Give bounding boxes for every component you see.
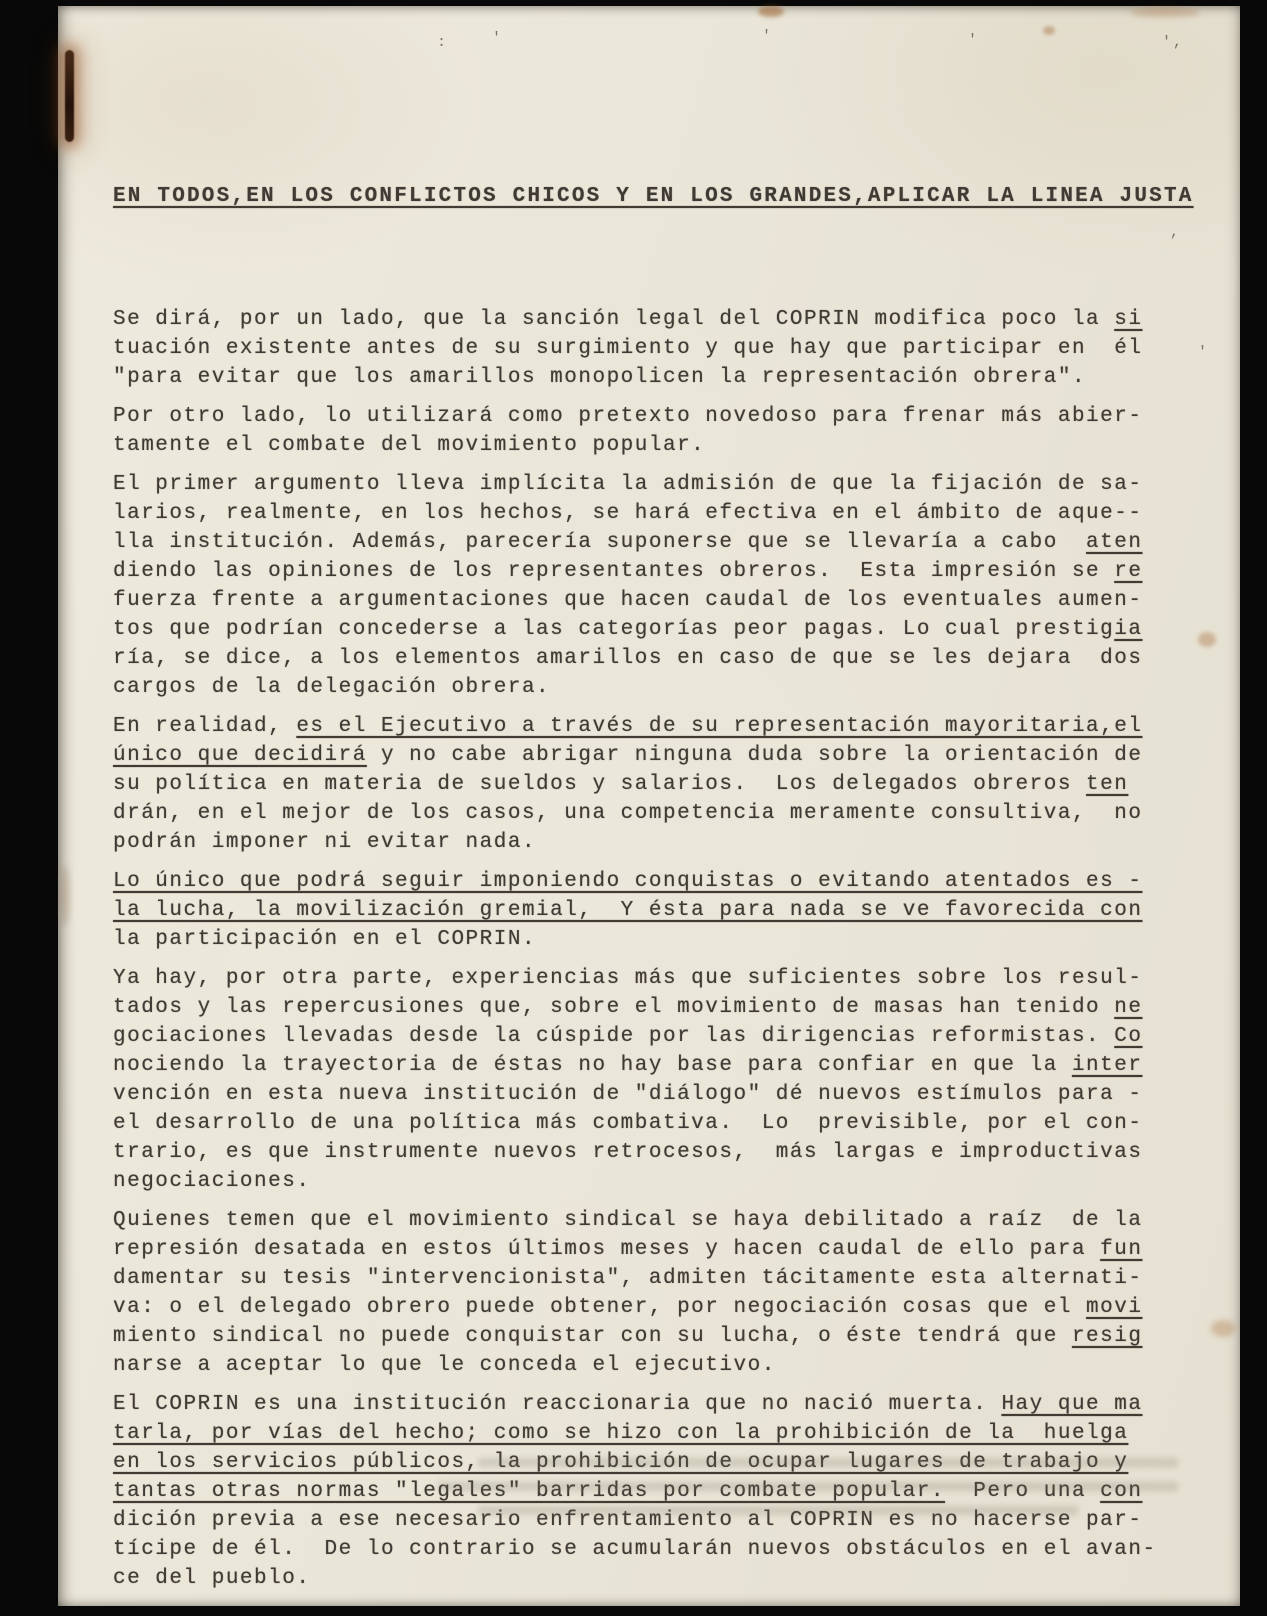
underlined-text: fun (1100, 1238, 1143, 1261)
rust-stain (758, 6, 784, 17)
text-run: tuación existente antes de su surgimiento y que hay que participar en él (113, 337, 1143, 360)
ink-speck: ' (492, 30, 504, 47)
text-line (113, 1293, 1163, 1322)
text-line (113, 499, 1163, 528)
underlined-text: inter (1071, 1054, 1143, 1077)
text-line (113, 1535, 1163, 1564)
text-line (113, 896, 1163, 925)
text-run: ría, se dice, a los elementos amarillos en caso de que se les dejara dos (113, 647, 1143, 670)
text-line (113, 1390, 1163, 1419)
paper-page (58, 6, 1240, 1606)
paragraph-container (113, 305, 1163, 1593)
ink-speck: ' (762, 28, 774, 45)
underlined-text: Co (1114, 1025, 1143, 1048)
paragraph (113, 964, 1163, 1196)
text-line (113, 470, 1163, 499)
text-run: damentar su tesis "intervencionista", admiten tácitamente esta alternati- (113, 1267, 1143, 1290)
underlined-text: la lucha, la movilización gremial, Y ésta para nada se ve favorecida con (113, 899, 1143, 922)
text-run: Por otro lado, lo utilizará como pretexto novedoso para frenar más abier- (113, 405, 1143, 428)
ink-speck: ' (1198, 344, 1210, 361)
staple-rust-stain (65, 50, 74, 142)
text-line (113, 1419, 1163, 1448)
underlined-text: con (1100, 1480, 1143, 1503)
text-run: tamente el combate del movimiento popular. (113, 434, 706, 457)
text-run: el desarrollo de una política más combativa. Lo previsible, por el con- (113, 1112, 1143, 1135)
title-text: EN TODOS,EN LOS CONFLICTOS CHICOS Y EN LOS GRANDES,APLICAR LA LINEA JUSTA (113, 185, 1194, 208)
underlined-text: re (1114, 560, 1143, 583)
text-run: fuerza frente a argumentaciones que hacen caudal de los eventuales aumen- (113, 589, 1143, 612)
paragraph (113, 712, 1163, 857)
text-line (113, 1109, 1163, 1138)
text-run: drán, en el mejor de los casos, una competencia meramente consultiva, no (113, 802, 1143, 825)
ink-speck: : (437, 34, 449, 51)
text-run: nociendo la trayectoria de éstas no hay base para confiar en que la (113, 1054, 1072, 1077)
underlined-text: ne (1114, 996, 1143, 1019)
foxing-spot (1211, 1320, 1235, 1337)
text-line (113, 1167, 1163, 1196)
underlined-text: tarla, por vías del hecho; como se hizo con la prohibición de la huelga (113, 1422, 1129, 1445)
text-line (113, 586, 1163, 615)
text-line (113, 1080, 1163, 1109)
underlined-text: ia (1114, 618, 1143, 641)
underlined-text: aten (1086, 531, 1143, 554)
paragraph (113, 867, 1163, 954)
text-line (113, 431, 1163, 460)
rust-stain (1043, 26, 1055, 35)
edge-smudge (60, 866, 70, 926)
underlined-text: si (1114, 308, 1143, 331)
text-run: va: o el delegado obrero puede obtener, por negociación cosas que el (113, 1296, 1087, 1319)
text-line (113, 557, 1163, 586)
text-line (113, 741, 1163, 770)
text-line (113, 673, 1163, 702)
paragraph (113, 305, 1163, 392)
text-run: tícipe de él. De lo contrario se acumularán nuevos obstáculos en el avan- (113, 1538, 1157, 1561)
text-line (113, 1206, 1163, 1235)
text-line (113, 1051, 1163, 1080)
text-run: Se dirá, por un lado, que la sanción legal del COPRIN modifica poco la (113, 308, 1115, 331)
text-line (113, 1322, 1163, 1351)
text-line (113, 615, 1163, 644)
text-run: gociaciones llevadas desde la cúspide por las dirigencias reformistas. (113, 1025, 1115, 1048)
text-line (113, 334, 1163, 363)
text-line (113, 1022, 1163, 1051)
underlined-text: tantas otras normas "legales" barridas por combate popular. (113, 1480, 946, 1503)
underlined-text: Hay que ma (1001, 1393, 1143, 1416)
text-run: Quienes temen que el movimiento sindical se haya debilitado a raíz de la (113, 1209, 1143, 1232)
text-run: "para evitar que los amarillos monopolicen la representación obrera". (113, 366, 1087, 389)
text-run: narse a aceptar lo que le conceda el ejecutivo. (113, 1354, 776, 1377)
text-run: la participación en el COPRIN. (113, 928, 537, 951)
paragraph (113, 1206, 1163, 1380)
paragraph (113, 1390, 1163, 1593)
text-run: dición previa a ese necesario enfrentamiento al COPRIN es no hacerse par- (113, 1509, 1143, 1532)
ink-bleedthrough (478, 1458, 1178, 1467)
text-run: lla institución. Además, parecería suponerse que se llevaría a cabo (113, 531, 1087, 554)
text-line (113, 799, 1163, 828)
text-run: represión desatada en estos últimos meses y hacen caudal de ello para (113, 1238, 1101, 1261)
text-run: vención en esta nueva institución de "diálogo" dé nuevos estímulos para - (113, 1083, 1143, 1106)
text-line (113, 1564, 1163, 1593)
text-line (113, 1351, 1163, 1380)
text-run: diendo las opiniones de los representantes obreros. Esta impresión se (113, 560, 1115, 583)
text-line (113, 363, 1163, 392)
text-run: y no cabe abrigar ninguna duda sobre la orientación de (366, 744, 1143, 767)
text-line (113, 867, 1163, 896)
text-line (113, 993, 1163, 1022)
underlined-text: movi (1086, 1296, 1143, 1319)
text-run: El COPRIN es una institución reaccionaria que no nació muerta. (113, 1393, 1002, 1416)
text-run: negociaciones. (113, 1170, 311, 1193)
text-run: En realidad, (113, 715, 297, 738)
text-run: trario, es que instrumente nuevos retrocesos, más largas e improductivas (113, 1141, 1143, 1164)
ink-speck: ' (968, 32, 980, 49)
underlined-text: es el Ejecutivo a través de su representación mayoritaria,el (296, 715, 1143, 738)
text-line (113, 828, 1163, 857)
ink-bleedthrough (438, 1482, 1178, 1491)
text-run: tos que podrían concederse a las categorías peor pagas. Lo cual prestig (113, 618, 1115, 641)
foxing-spot (1198, 632, 1216, 647)
text-line (113, 305, 1163, 334)
text-run: El primer argumento lleva implícita la admisión de que la fijación de sa- (113, 473, 1143, 496)
text-line (113, 402, 1163, 431)
text-run: larios, realmente, en los hechos, se hará efectiva en el ámbito de aque-- (113, 502, 1143, 525)
text-run: ce del pueblo. (113, 1567, 311, 1590)
paragraph (113, 402, 1163, 460)
underlined-text: Lo único que podrá seguir imponiendo conquistas o evitando atentados es - (113, 870, 1143, 893)
rust-stain (1130, 8, 1200, 17)
text-run: tados y las repercusiones que, sobre el movimiento de masas han tenido (113, 996, 1115, 1019)
text-run: podrán imponer ni evitar nada. (113, 831, 537, 854)
underlined-text: resig (1071, 1325, 1143, 1348)
text-line (113, 528, 1163, 557)
ink-speck: , (1170, 224, 1182, 241)
underlined-text: en los servicios públicos, la prohibición de ocupar lugares de trabajo y (113, 1451, 1129, 1474)
text-run: Ya hay, por otra parte, experiencias más que suficientes sobre los resul- (113, 967, 1143, 990)
text-line (113, 925, 1163, 954)
text-line (113, 964, 1163, 993)
ink-speck: ', (1162, 34, 1185, 51)
text-line (113, 712, 1163, 741)
text-run: miento sindical no puede conquistar con su lucha, o éste tendrá que (113, 1325, 1072, 1348)
text-run: su política en materia de sueldos y salarios. Los delegados obreros (113, 773, 1087, 796)
ink-bleedthrough (478, 1506, 1078, 1515)
text-run: Pero una (945, 1480, 1101, 1503)
text-line (113, 1138, 1163, 1167)
document-title (113, 182, 1194, 211)
text-line (113, 644, 1163, 673)
text-line (113, 770, 1163, 799)
document-text (113, 124, 1194, 1616)
text-line (113, 1235, 1163, 1264)
text-run: cargos de la delegación obrera. (113, 676, 551, 699)
underlined-text: único que decidirá (113, 744, 367, 767)
paragraph (113, 470, 1163, 702)
text-line (113, 1264, 1163, 1293)
underlined-text: ten (1086, 773, 1129, 796)
